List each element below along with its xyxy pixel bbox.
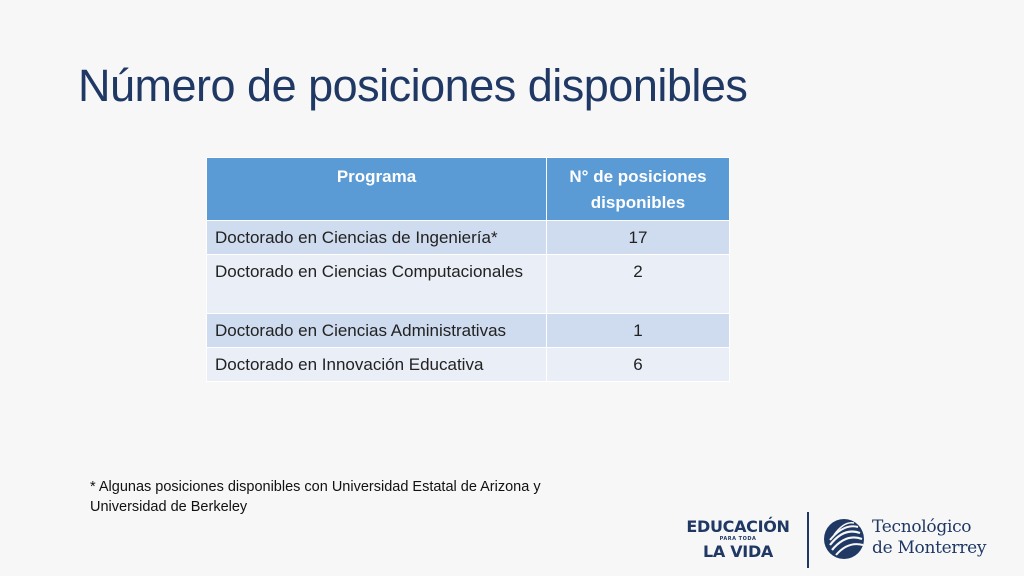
cell-posiciones: 6 xyxy=(547,348,730,382)
table-row xyxy=(207,348,730,382)
footnote: * Algunas posiciones disponibles con Universidad Estatal de Arizona y Universidad de Berkeley xyxy=(90,479,541,515)
tecnologico-de-monterrey-logo xyxy=(822,513,1002,567)
tec-shield-logo-icon xyxy=(822,515,866,563)
cell-programa: Doctorado en Ciencias Computacionales xyxy=(207,255,547,314)
logo-educacion-line1: EDUCACIÓN xyxy=(686,517,790,536)
header-posiciones: N° de posiciones disponibles xyxy=(547,158,730,221)
tec-line1: Tecnológico xyxy=(872,517,972,537)
educacion-para-toda-la-vida-logo xyxy=(682,518,794,566)
slide-title: Número de posiciones disponibles xyxy=(78,60,748,111)
table-row xyxy=(207,221,730,255)
logo-educacion-small: PARA TODA xyxy=(719,536,757,542)
tec-wordmark xyxy=(872,517,986,559)
logo-educacion-line2: LA VIDA xyxy=(702,542,774,561)
cell-programa: Doctorado en Ciencias Administrativas xyxy=(207,314,547,348)
positions-table xyxy=(206,157,730,382)
table-row xyxy=(207,255,730,314)
cell-programa: Doctorado en Ciencias de Ingeniería* xyxy=(207,221,547,255)
table-row xyxy=(207,314,730,348)
table-header-row xyxy=(207,158,730,221)
cell-programa: Doctorado en Innovación Educativa xyxy=(207,348,547,382)
tec-line2: de Monterrey xyxy=(872,538,987,558)
cell-posiciones: 2 xyxy=(547,255,730,314)
cell-posiciones: 17 xyxy=(547,221,730,255)
cell-posiciones: 1 xyxy=(547,314,730,348)
header-programa: Programa xyxy=(207,158,547,221)
logo-divider xyxy=(807,512,809,568)
